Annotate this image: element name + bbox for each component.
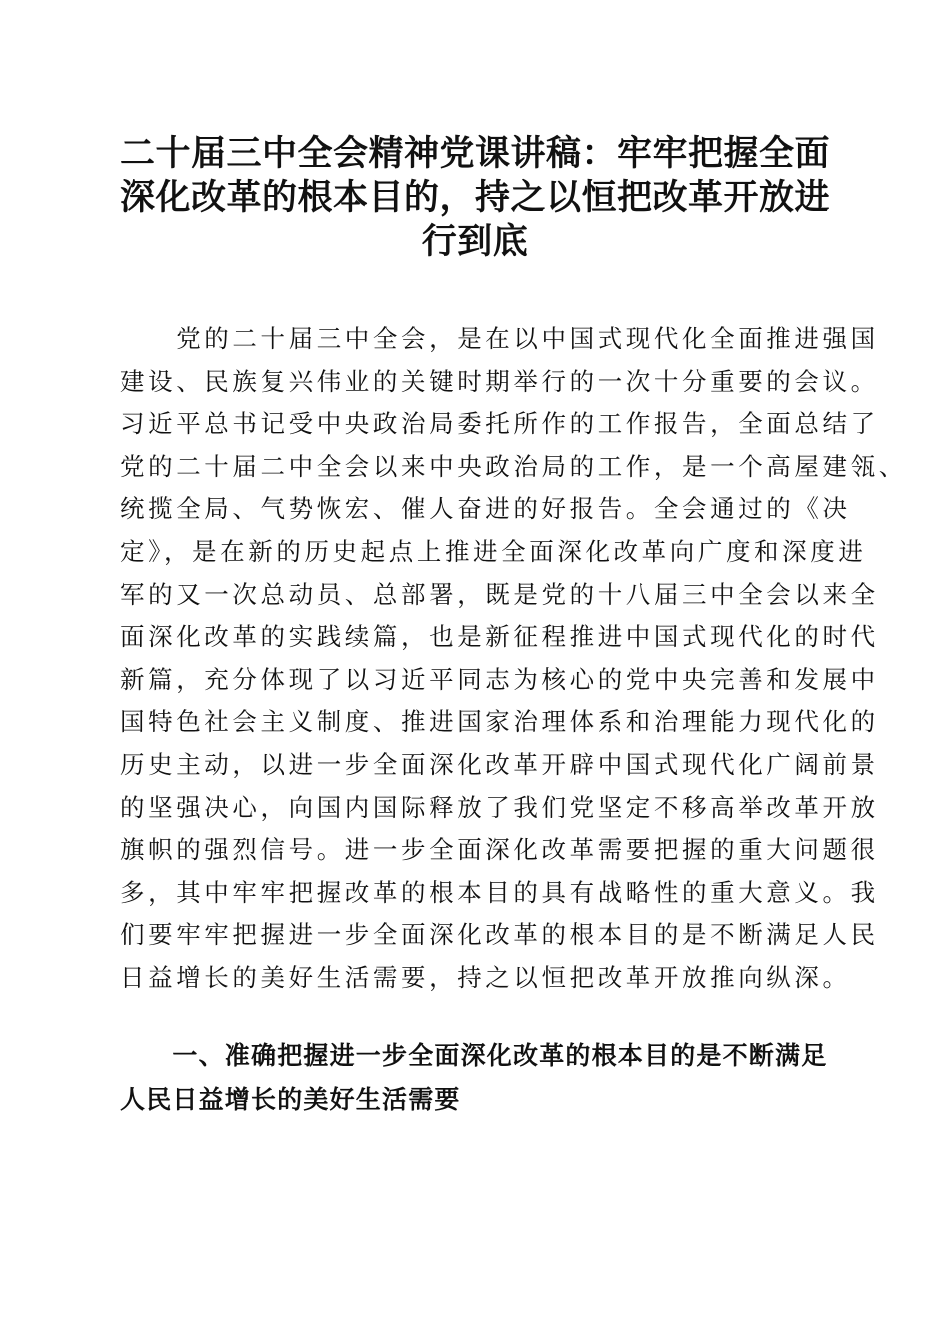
paragraph-line: 习近平总书记受中央政治局委托所作的工作报告，全面总结了 (120, 409, 879, 439)
section-heading-line: 一、准确把握进一步全面深化改革的根本目的是不断满足 (120, 1041, 828, 1070)
title-line: 行到底 (421, 221, 529, 262)
document-title (110, 132, 840, 264)
section-heading (120, 1034, 832, 1122)
paragraph-line: 的坚强决心，向国内国际释放了我们党坚定不移高举改革开放 (120, 792, 879, 822)
paragraph-line: 多，其中牢牢把握改革的根本目的具有战略性的重大意义。我 (120, 877, 879, 907)
section-heading-line: 人民日益增长的美好生活需要 (120, 1085, 461, 1114)
paragraph-line: 统揽全局、气势恢宏、催人奋进的好报告。全会通过的《决 (120, 494, 851, 524)
paragraph-line: 军的又一次总动员、总部署，既是党的十八届三中全会以来全 (120, 579, 879, 609)
intro-paragraph (120, 318, 907, 1000)
paragraph-line: 面深化改革的实践续篇，也是新征程推进中国式现代化的时代 (120, 622, 879, 652)
paragraph-line: 旗帜的强烈信号。进一步全面深化改革需要把握的重大问题很 (120, 835, 879, 865)
paragraph-line: 党的二十届三中全会，是在以中国式现代化全面推进强国 (120, 324, 879, 353)
title-line: 二十届三中全会精神党课讲稿：牢牢把握全面 (119, 133, 830, 174)
title-line: 深化改革的根本目的，持之以恒把改革开放进 (119, 177, 830, 218)
paragraph-line: 党的二十届二中全会以来中央政治局的工作，是一个高屋建瓴、 (120, 451, 907, 481)
paragraph-line: 日益增长的美好生活需要，持之以恒把改革开放推向纵深。 (120, 962, 851, 992)
paragraph-line: 新篇，充分体现了以习近平同志为核心的党中央完善和发展中 (120, 664, 879, 694)
paragraph-line: 建设、民族复兴伟业的关键时期举行的一次十分重要的会议。 (120, 366, 879, 396)
paragraph-line: 定》，是在新的历史起点上推进全面深化改革向广度和深度进 (120, 536, 867, 566)
paragraph-line: 们要牢牢把握进一步全面深化改革的根本目的是不断满足人民 (120, 920, 879, 950)
paragraph-line: 国特色社会主义制度、推进国家治理体系和治理能力现代化的 (120, 707, 879, 737)
paragraph-line: 历史主动，以进一步全面深化改革开辟中国式现代化广阔前景 (120, 749, 879, 779)
